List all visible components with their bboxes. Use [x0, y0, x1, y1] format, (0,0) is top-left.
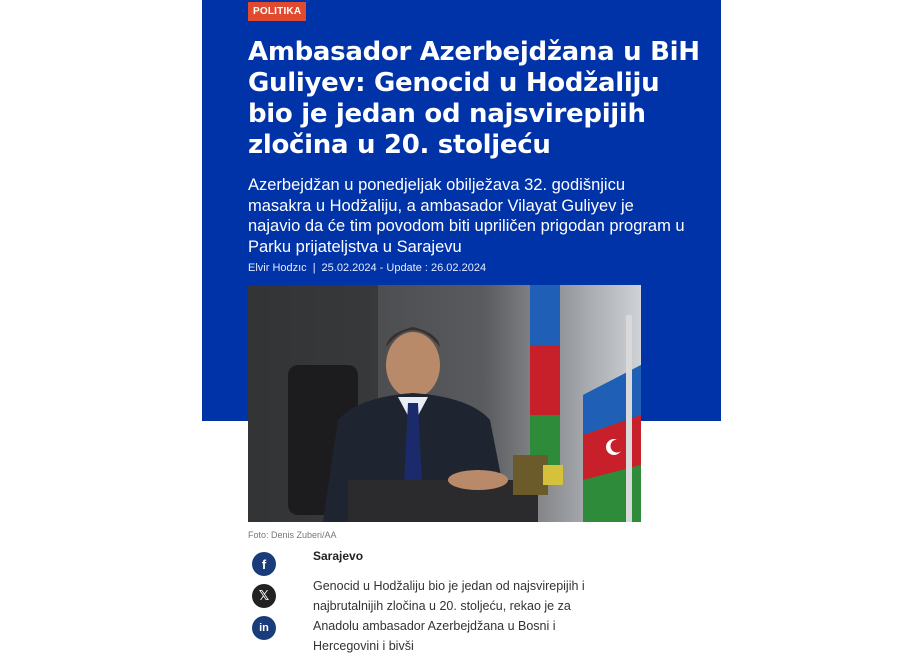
byline-separator: | [312, 262, 316, 274]
category-badge[interactable]: POLITIKA [248, 2, 306, 21]
x-icon: 𝕏 [258, 588, 270, 603]
article-title: Ambasador Azerbejdžana u BiH Guliyev: Genocid u Hodžaliju bio je jedan od najsvirepijih zločina u 20. stoljeću [248, 37, 700, 160]
author-name[interactable]: Elvir Hodzıc [248, 262, 307, 274]
article-body: Genocid u Hodžaliju bio je jedan od najsvirepijih i najbrutalnijih zločina u 20. stoljeću, rekao je za Anadolu ambasador Azerbejdžana u Bosni i Hercegovini i bivši [313, 579, 585, 653]
linkedin-icon: in [259, 622, 269, 634]
facebook-icon: f [261, 556, 267, 572]
byline [248, 261, 486, 275]
photo-illustration [248, 285, 641, 522]
article-dateline: Sarajevo [313, 549, 364, 563]
x-share-button[interactable] [252, 584, 276, 608]
linkedin-share-button[interactable] [252, 616, 276, 640]
photo-credit: Foto: Denis Zuberi/AA [248, 530, 337, 540]
publish-dates: 25.02.2024 - Update : 26.02.2024 [321, 262, 487, 274]
article-lead: Azerbejdžan u ponedjeljak obilježava 32. godišnjicu masakra u Hodžaliju, a ambasador Vilayat Guliyev je najavio da će tim povodom biti upriličen prigodan program u Parku prijateljstva u Sarajevu [248, 176, 685, 256]
facebook-share-button[interactable] [252, 552, 276, 576]
article-photo [248, 285, 641, 522]
